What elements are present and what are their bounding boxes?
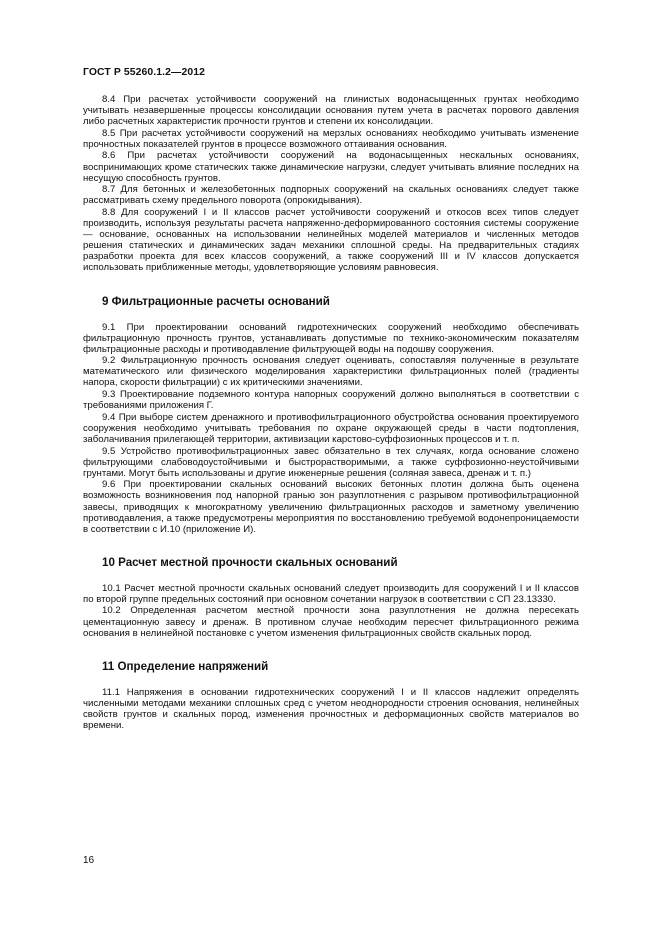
document-body bbox=[83, 94, 579, 732]
clause-8-5: 8.5 При расчетах устойчивости сооружений на мерзлых основаниях необходимо учитывать изменение прочностных показателей грунтов в процессе возможного оттаивания основания. bbox=[83, 127, 579, 150]
section-9-heading: 9 Фильтрационные расчеты оснований bbox=[102, 294, 330, 308]
page-number: 16 bbox=[83, 855, 95, 866]
clause-9-1: 9.1 При проектировании оснований гидротехнических сооружений необходимо обеспечивать фильтрационную прочность грунтов, устанавливать допустимые по технико-экономическим показателям фильтрационные расходы и противодавление фильтрующей воды на подошву сооружения. bbox=[83, 321, 579, 355]
clause-9-3: 9.3 Проектирование подземного контура напорных сооружений должно выполняться в соответствии с требованиями приложения Г. bbox=[83, 389, 579, 412]
document-header: ГОСТ Р 55260.1.2—2012 bbox=[83, 67, 205, 78]
clause-11-1: 11.1 Напряжения в основании гидротехнических сооружений I и II классов надлежит определять численными методами механики сплошных сред с учетом неоднородности строения основания, нелинейных свойств грунтов и скальных пород, изменения прочностных и деформационных свойств материалов во времени. bbox=[83, 686, 579, 732]
clause-9-4: 9.4 При выборе систем дренажного и противофильтрационного обустройства основания проектируемого сооружения необходимо учитывать требования по охране окружающей среды в части подтопления, заболачивания прилегающей территории, активизации карстово-суффозионных процессов и т. п. bbox=[83, 411, 579, 445]
clause-10-2: 10.2 Определенная расчетом местной прочности зона разуплотнения не должна пересекать цементационную завесу и дренаж. В противном случае необходим пересчет фильтрационного режима основания в нелинейной постановке с учетом изменения фильтрационных свойств скальных пород. bbox=[83, 605, 579, 639]
clause-9-6: 9.6 При проектировании скальных оснований высоких бетонных плотин должна быть оценена возможность возникновения под напорной гранью зон разуплотнения с разрывом противофильтрационной завесы, приводящих к многократному увеличению фильтрационных расходов и заметному увеличению противодавления, а также предусмотрены мероприятия по восстановлению требуемой водонепроницаемости в соответствии с И.10 (приложение И). bbox=[83, 479, 579, 535]
clause-8-7: 8.7 Для бетонных и железобетонных подпорных сооружений на скальных основаниях следует также рассматривать схему предельного поворота (опрокидывания). bbox=[83, 184, 579, 207]
clause-10-1: 10.1 Расчет местной прочности скальных оснований следует производить для сооружений I и II классов по второй группе предельных состояний при основном сочетании нагрузок в соответствии с СП 23.13330. bbox=[83, 582, 579, 605]
clause-8-8: 8.8 Для сооружений I и II классов расчет устойчивости сооружений и откосов всех типов следует производить, используя результаты расчета напряженно-деформированного состояния системы сооружение — основание, основанных на использовании нелинейных моделей материалов и численных методов решения статических и динамических задач механики сплошной среды. На предварительных стадиях разработки проекта для всех классов сооружений, а также сооружений III и IV классов допускается использовать приближенные методы, удовлетворяющие условиям равновесия. bbox=[83, 206, 579, 274]
clause-9-5: 9.5 Устройство противофильтрационных завес обязательно в тех случаях, когда основание сложено фильтрующими слабоводоустойчивыми и быстрорастворимыми, а также суффозионно-неустойчивыми грунтами. Могут быть использованы и другие инженерные решения (соляная завеса, дренаж и т. п.) bbox=[83, 445, 579, 479]
clause-9-2: 9.2 Фильтрационную прочность основания следует оценивать, сопоставляя полученные в результате математического или физического моделирования характеристики фильтрационных полей (градиенты напора, скорости фильтрации) с их критическими значениями. bbox=[83, 355, 579, 389]
section-11-heading: 11 Определение напряжений bbox=[102, 659, 269, 673]
section-10-heading: 10 Расчет местной прочности скальных оснований bbox=[102, 555, 398, 569]
clause-8-4: 8.4 При расчетах устойчивости сооружений на глинистых водонасыщенных грунтах необходимо учитывать незавершенные процессы консолидации основания путем учета в расчетах порового давления либо расчетных характеристик прочности грунтов и степени их консолидации. bbox=[83, 94, 579, 128]
clause-8-6: 8.6 При расчетах устойчивости сооружений на водонасыщенных нескальных основаниях, воспринимающих кроме статических также динамические нагрузки, следует учитывать влияние последних на несущую способность грунтов. bbox=[83, 150, 579, 184]
